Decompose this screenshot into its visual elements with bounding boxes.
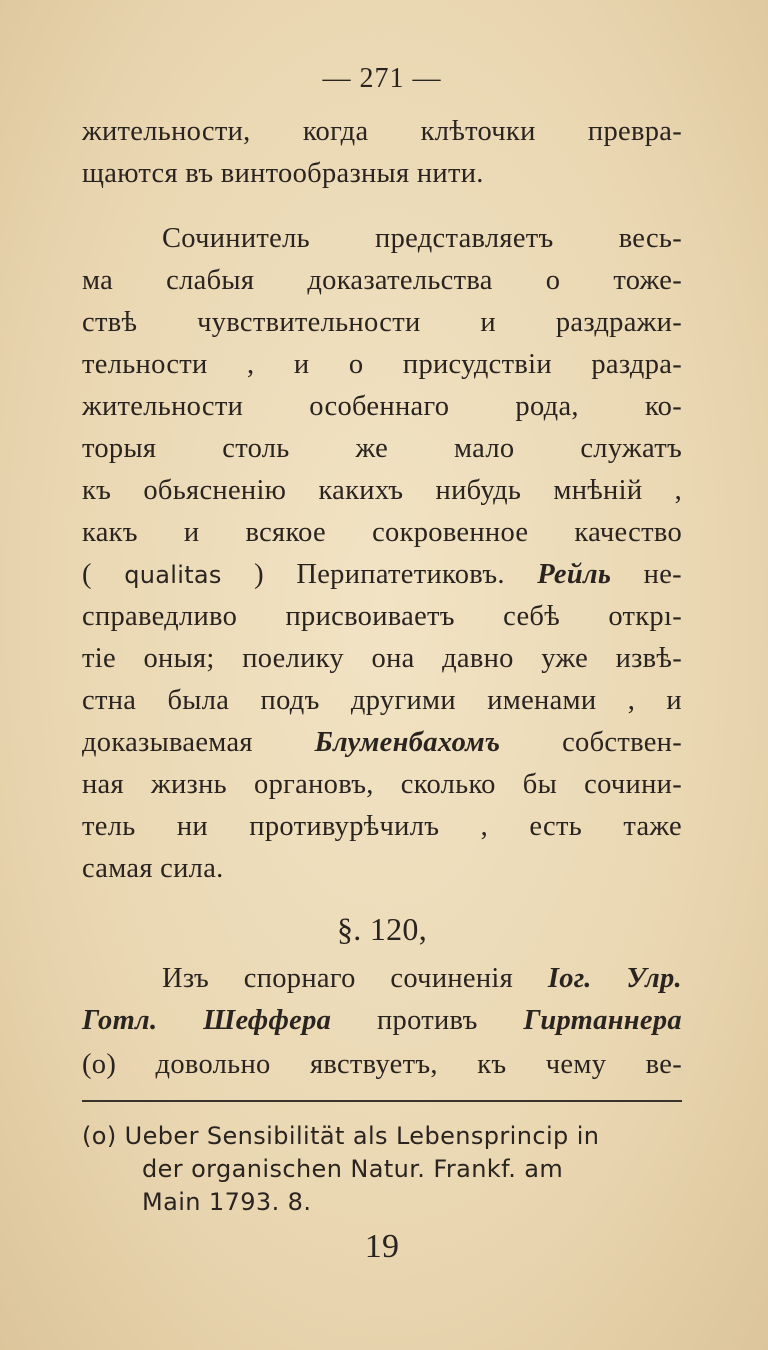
text-run: ) <box>254 559 264 590</box>
signature-mark: 19 <box>364 1228 400 1265</box>
text-line: къ обьясненію какихъ нибудь мнѣній , <box>82 475 682 506</box>
text-line: самая сила. <box>82 853 224 884</box>
text-run: Перипатетиковъ. <box>296 559 505 590</box>
footnote-line: der organischen Natur. Frankf. am <box>142 1155 564 1183</box>
text-line: тіе оныя; поелику она давно уже извѣ- <box>82 643 682 674</box>
text-line <box>82 724 682 762</box>
text-line <box>82 556 682 594</box>
text-run: противъ <box>376 1005 478 1036</box>
text-run: Изъ спорнаго сочиненія <box>162 963 514 994</box>
text-line: щаются въ винтообразныя нити. <box>82 158 484 189</box>
text-line: ная жизнь органовъ, сколько бы сочини- <box>82 769 682 800</box>
text-line: (о) довольно явствуетъ, къ чему ве- <box>82 1049 682 1080</box>
text-line: жительности, когда клѣточки превра- <box>82 116 682 147</box>
text-run: ( <box>82 559 92 590</box>
text-run: не- <box>643 559 682 590</box>
page-number: — 271 — <box>322 63 442 94</box>
footnote-divider <box>82 1100 682 1102</box>
text-line: тель ни противурѣчилъ , есть таже <box>82 811 682 842</box>
author-name: Іог. Улр. <box>547 963 682 994</box>
text-line: ма слабыя доказательства о тоже- <box>82 265 682 296</box>
text-run: доказываемая <box>82 727 253 758</box>
text-line: торыя столь же мало служатъ <box>82 433 682 464</box>
text-line: жительности особеннаго рода, ко- <box>82 391 682 422</box>
text-line: тельности , и о присудствіи раздра- <box>82 349 682 380</box>
text-line: какъ и всякое сокровенное качество <box>82 517 682 548</box>
latin-term: qualitas <box>124 561 222 589</box>
author-name: Рейль <box>537 559 612 590</box>
author-name: Готл. Шеффера <box>82 1005 332 1036</box>
text-line: стна была подъ другими именами , и <box>82 685 682 716</box>
footnote-line: (o) Ueber Sensibilität als Lebensprincip in <box>82 1122 600 1150</box>
author-name: Блуменбахомъ <box>314 727 501 758</box>
author-name: Гиртаннера <box>523 1005 682 1036</box>
text-line <box>82 1002 682 1040</box>
text-line: Сочинитель представляетъ весь- <box>162 223 682 254</box>
section-heading: §. 120, <box>336 911 428 947</box>
text-line: справедливо присвоиваетъ себѣ открı- <box>82 601 682 632</box>
footnote-line: Main 1793. 8. <box>142 1188 312 1216</box>
text-run: собствен- <box>562 727 682 758</box>
text-line: ствѣ чувствительности и раздражи- <box>82 307 682 338</box>
text-line <box>82 960 682 998</box>
